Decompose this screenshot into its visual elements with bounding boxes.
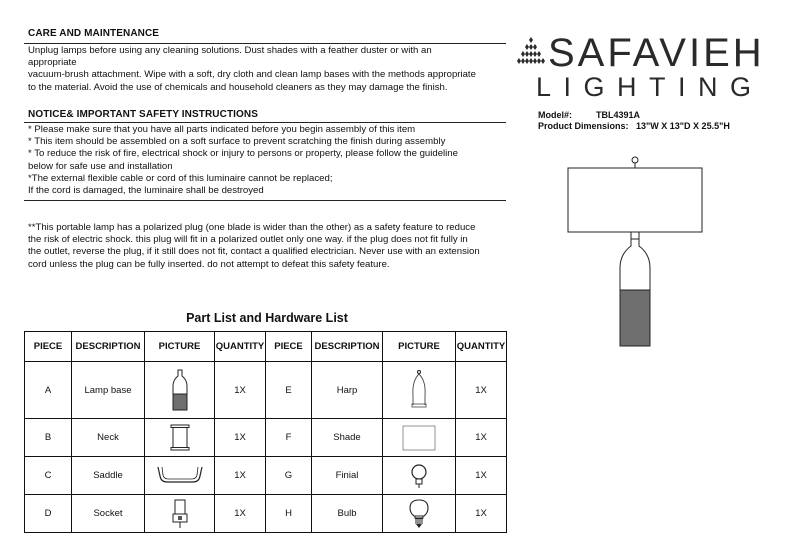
safety-line: below for safe use and installation [28,160,173,172]
picture-cell [383,419,456,457]
finial-icon [409,463,429,489]
lamp-base-icon [170,368,190,412]
care-line: appropriate [28,57,77,69]
harp-icon [409,369,429,411]
piece-cell: B [25,419,72,457]
picture-cell [145,362,215,419]
safety-line: * This item should be assembled on a soft surface to prevent scratching the finish during assembly [28,136,446,148]
quantity-cell: 1X [215,419,266,457]
polarized-text [28,222,506,271]
header-piece: PIECE [266,332,312,362]
polarized-line: the outlet, reverse the plug, if it still does not fit, contact a qualified electrician. Never use with an extension [28,246,480,258]
dimensions-label: Product Dimensions: [538,121,629,131]
description-cell: Harp [312,362,383,419]
piece-cell: F [266,419,312,457]
table-row [25,495,507,533]
care-line: Unplug lamps before using any cleaning solutions. Dust shades with a feather duster or with an [28,45,432,56]
header-picture: PICTURE [145,332,215,362]
socket-icon [172,499,188,529]
care-line: to the material. Avoid the use of chemicals and household cleaners as they may damage the finish. [28,81,448,93]
header-piece: PIECE [25,332,72,362]
care-line: vacuum-brush attachment. Wipe with a soft, dry cloth and clean lamp bases with the methods appropriate [28,69,476,81]
piece-cell: C [25,457,72,495]
quantity-cell: 1X [456,495,507,533]
picture-cell [145,457,215,495]
picture-cell [383,457,456,495]
safety-title: NOTICE& IMPORTANT SAFETY INSTRUCTIONS [28,109,258,120]
description-cell: Lamp base [72,362,145,419]
saddle-icon [155,464,205,488]
divider [24,43,506,44]
safety-text [28,124,506,197]
bulb-icon [408,499,430,529]
divider [24,122,506,123]
table-row [25,419,507,457]
piece-cell: G [266,457,312,495]
safety-line: * Please make sure that you have all parts indicated before you begin assembly of this item [28,124,416,135]
header-picture: PICTURE [383,332,456,362]
quantity-cell: 1X [215,457,266,495]
header-quantity: QUANTITY [456,332,507,362]
quantity-cell: 1X [215,362,266,419]
shade-icon [402,425,436,451]
description-cell: Neck [72,419,145,457]
lamp-illustration [560,150,710,350]
chandelier-triangle-icon [516,36,546,66]
safety-line: * To reduce the risk of fire, electrical shock or injury to persons or property, please follow the guideline [28,148,458,160]
description-cell: Socket [72,495,145,533]
neck-icon [167,424,193,452]
table-row [25,362,507,419]
picture-cell [383,495,456,533]
parts-table [24,331,507,533]
model-info [538,110,640,120]
piece-cell: A [25,362,72,419]
safety-line: *The external flexible cable or cord of this luminaire cannot be replaced; [28,172,333,184]
polarized-line: **This portable lamp has a polarized plug (one blade is wider than the other) as a safety feature to reduce [28,222,476,233]
table-row [25,457,507,495]
header-description: DESCRIPTION [72,332,145,362]
care-text [28,45,506,94]
piece-cell: E [266,362,312,419]
header-description: DESCRIPTION [312,332,383,362]
brand-name: SAFAVIEH [548,31,765,75]
model-label: Model#: [538,110,573,120]
parts-title: Part List and Hardware List [186,311,348,325]
quantity-cell: 1X [215,495,266,533]
dimensions-info [538,121,730,131]
picture-cell [145,495,215,533]
description-cell: Bulb [312,495,383,533]
header-quantity: QUANTITY [215,332,266,362]
quantity-cell: 1X [456,362,507,419]
model-value: TBL4391A [596,110,641,120]
polarized-line: cord unless the plug can be fully inserted. do not attempt to defeat this safety feature. [28,258,390,270]
safety-line: If the cord is damaged, the luminaire shall be destroyed [28,185,264,197]
description-cell: Finial [312,457,383,495]
quantity-cell: 1X [456,457,507,495]
divider [24,200,506,201]
brand-subtitle: LIGHTING [536,72,764,102]
piece-cell: H [266,495,312,533]
quantity-cell: 1X [456,419,507,457]
description-cell: Shade [312,419,383,457]
care-title: CARE AND MAINTENANCE [28,28,160,39]
description-cell: Saddle [72,457,145,495]
piece-cell: D [25,495,72,533]
picture-cell [145,419,215,457]
table-header-row [25,332,507,362]
dimensions-value: 13"W X 13"D X 25.5"H [636,121,730,131]
picture-cell [383,362,456,419]
polarized-line: the risk of electric shock. this plug will fit in a polarized outlet only one way. if the plug does not fit fully in [28,234,468,246]
